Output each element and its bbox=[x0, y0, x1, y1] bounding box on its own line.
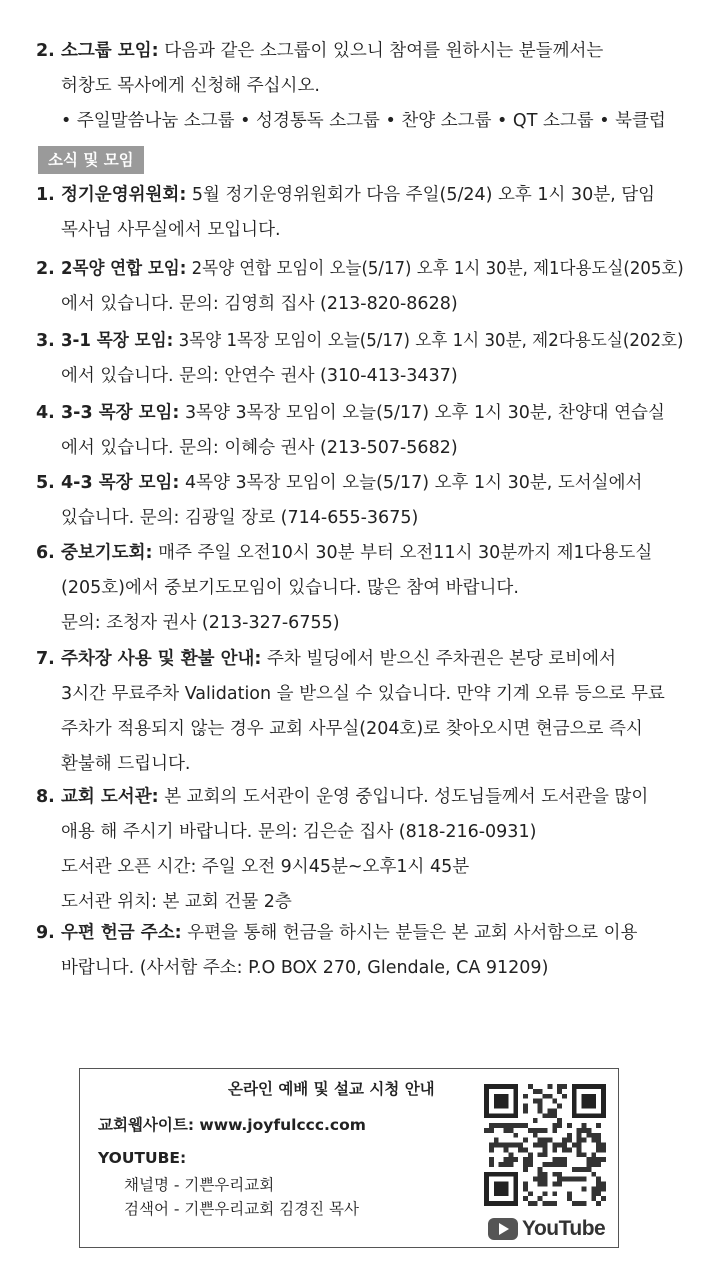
item-text: (205호)에서 중보기도모임이 있습니다. 많은 참여 바랍니다. bbox=[61, 578, 519, 598]
item-text: 허창도 목사에게 신청해 주십시오. bbox=[61, 76, 320, 96]
item-text: 환불해 드립니다. bbox=[61, 754, 191, 774]
item-number: 9. bbox=[36, 923, 55, 943]
item-title: 소그룹 모임: bbox=[61, 41, 159, 61]
item-text: 에서 있습니다. 문의: 김영희 집사 (213-820-8628) bbox=[61, 294, 458, 314]
item-body bbox=[61, 34, 684, 139]
item-line bbox=[61, 642, 684, 677]
youtube-logo[interactable] bbox=[488, 1217, 605, 1241]
item-line bbox=[61, 951, 684, 986]
item-line bbox=[61, 104, 684, 139]
item-2 bbox=[36, 252, 684, 322]
search-term: 검색어 - 기쁜우리교회 김경진 목사 bbox=[124, 1200, 359, 1218]
item-number: 4. bbox=[36, 403, 55, 423]
youtube-play-icon bbox=[488, 1218, 518, 1240]
section-heading: 소식 및 모임 bbox=[38, 146, 144, 174]
item-8 bbox=[36, 780, 684, 920]
item-line bbox=[61, 747, 684, 782]
item-text: 바랍니다. (사서함 주소: P.O BOX 270, Glendale, CA 91209) bbox=[61, 958, 549, 978]
item-text: 있습니다. 문의: 김광일 장로 (714-655-3675) bbox=[61, 508, 419, 528]
item-text: 에서 있습니다. 문의: 이혜승 권사 (213-507-5682) bbox=[61, 438, 458, 458]
item-text: 3목양 3목장 모임이 오늘(5/17) 오후 1시 30분, 찬양대 연습실 bbox=[179, 403, 665, 423]
qr-code-icon[interactable] bbox=[484, 1077, 606, 1213]
item-number: 7. bbox=[36, 649, 55, 669]
item-line bbox=[61, 536, 684, 571]
item-text: 2목양 연합 모임이 오늘(5/17) 오후 1시 30분, 제1다용도실(205호) bbox=[186, 259, 684, 279]
channel-name: 채널명 - 기쁜우리교회 bbox=[124, 1176, 275, 1194]
item-line bbox=[61, 885, 684, 920]
item-text: 본 교회의 도서관이 운영 중입니다. 성도님들께서 도서관을 많이 bbox=[158, 787, 649, 807]
youtube-logo-text: YouTube bbox=[522, 1217, 606, 1240]
item-text: 우편을 통해 헌금을 하시는 분들은 본 교회 사서함으로 이용 bbox=[181, 923, 638, 943]
item-3 bbox=[36, 324, 684, 394]
item-line bbox=[61, 359, 684, 394]
item-number: 2. bbox=[36, 259, 55, 279]
item-line bbox=[61, 324, 684, 359]
item-number: 6. bbox=[36, 543, 55, 563]
item-6 bbox=[36, 536, 684, 641]
item-title: 중보기도회: bbox=[61, 543, 153, 563]
item-body bbox=[61, 466, 684, 536]
item-line bbox=[61, 431, 684, 466]
item-number: 5. bbox=[36, 473, 55, 493]
item-line bbox=[61, 712, 684, 747]
item-line bbox=[61, 213, 684, 248]
item-line bbox=[61, 287, 684, 322]
item-text: 문의: 조청자 권사 (213-327-6755) bbox=[61, 613, 340, 633]
item-line bbox=[61, 69, 684, 104]
item-9 bbox=[36, 916, 684, 986]
item-body bbox=[61, 536, 684, 641]
item-title: 우편 헌금 주소: bbox=[61, 923, 182, 943]
item-body bbox=[61, 780, 684, 920]
item-text: 도서관 위치: 본 교회 건물 2층 bbox=[61, 892, 292, 912]
item-body bbox=[61, 178, 684, 248]
item-text: 도서관 오픈 시간: 주일 오전 9시45분~오후1시 45분 bbox=[61, 857, 470, 877]
item-number: 2. bbox=[36, 41, 55, 61]
item-text: 5월 정기운영위원회가 다음 주일(5/24) 오후 1시 30분, 담임 bbox=[186, 185, 656, 205]
item-1 bbox=[36, 178, 684, 248]
item-title: 3-3 목장 모임: bbox=[61, 403, 180, 423]
item-text: 4목양 3목장 모임이 오늘(5/17) 오후 1시 30분, 도서실에서 bbox=[179, 473, 643, 493]
item-0 bbox=[36, 34, 684, 139]
item-line bbox=[61, 34, 684, 69]
online-worship-box bbox=[79, 1068, 619, 1248]
item-line bbox=[61, 396, 684, 431]
item-text: 3목양 1목장 모임이 오늘(5/17) 오후 1시 30분, 제2다용도실(202호) bbox=[173, 331, 684, 351]
item-4 bbox=[36, 396, 684, 466]
item-body bbox=[61, 916, 684, 986]
item-body bbox=[61, 252, 684, 322]
item-line bbox=[61, 501, 684, 536]
item-5 bbox=[36, 466, 684, 536]
item-text: 목사님 사무실에서 모입니다. bbox=[61, 220, 281, 240]
youtube-heading: YOUTUBE: bbox=[98, 1149, 187, 1167]
item-text: 애용 해 주시기 바랍니다. 문의: 김은순 집사 (818-216-0931) bbox=[61, 822, 537, 842]
item-number: 1. bbox=[36, 185, 55, 205]
item-line bbox=[61, 571, 684, 606]
item-title: 정기운영위원회: bbox=[61, 185, 187, 205]
item-number: 8. bbox=[36, 787, 55, 807]
item-title: 교회 도서관: bbox=[61, 787, 159, 807]
item-text: 다음과 같은 소그룹이 있으니 참여를 원하시는 분들께서는 bbox=[158, 41, 604, 61]
item-title: 4-3 목장 모임: bbox=[61, 473, 180, 493]
item-line bbox=[61, 916, 684, 951]
item-line bbox=[61, 850, 684, 885]
item-line bbox=[61, 466, 684, 501]
item-number: 3. bbox=[36, 331, 55, 351]
item-title: 2목양 연합 모임: bbox=[61, 259, 187, 279]
item-text: 주차 빌딩에서 받으신 주차권은 본당 로비에서 bbox=[261, 649, 616, 669]
item-text: • 주일말씀나눔 소그룹 • 성경통독 소그룹 • 찬양 소그룹 • QT 소그룹 • 북클럽 bbox=[61, 111, 666, 131]
item-title: 3-1 목장 모임: bbox=[61, 331, 174, 351]
item-body bbox=[61, 324, 684, 394]
item-line bbox=[61, 178, 684, 213]
website-line[interactable]: 교회웹사이트: www.joyfulccc.com bbox=[98, 1116, 366, 1134]
item-line bbox=[61, 606, 684, 641]
item-text: 에서 있습니다. 문의: 안연수 권사 (310-413-3437) bbox=[61, 366, 458, 386]
item-body bbox=[61, 396, 684, 466]
item-text: 3시간 무료주차 Validation 을 받으실 수 있습니다. 만약 기계 오류 등으로 무료 bbox=[61, 684, 665, 704]
item-line bbox=[61, 252, 684, 287]
item-line bbox=[61, 677, 684, 712]
item-text: 매주 주일 오전10시 30분 부터 오전11시 30분까지 제1다용도실 bbox=[152, 543, 653, 563]
item-text: 주차가 적용되지 않는 경우 교회 사무실(204호)로 찾아오시면 현금으로 즉시 bbox=[61, 719, 643, 739]
item-title: 주차장 사용 및 환불 안내: bbox=[61, 649, 262, 669]
item-line bbox=[61, 780, 684, 815]
item-body bbox=[61, 642, 684, 782]
online-box-title: 온라인 예배 및 설교 시청 안내 bbox=[228, 1080, 435, 1098]
item-7 bbox=[36, 642, 684, 782]
item-line bbox=[61, 815, 684, 850]
